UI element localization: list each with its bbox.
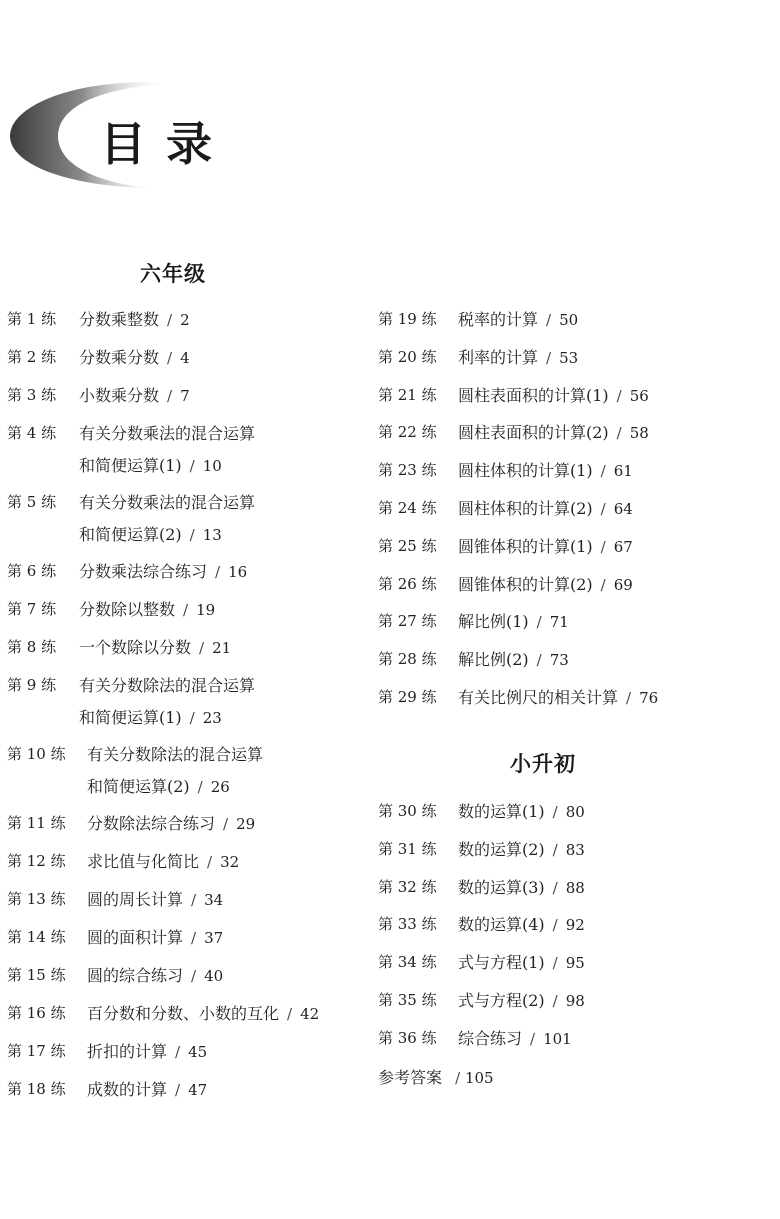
entry-title-continuation — [79, 458, 222, 474]
entry-title-continuation — [79, 527, 222, 543]
entry-page-number: 101 — [543, 1029, 572, 1048]
entry-page-number: 40 — [204, 967, 224, 985]
entry-page-number: 10 — [202, 457, 222, 475]
entry-title-text: 有关分数除法的混合运算 — [79, 676, 256, 695]
entry-page-number: 42 — [300, 1005, 320, 1023]
entry-title-line2: 和简便运算(2) — [87, 777, 190, 796]
entry-title-text: 圆柱体积的计算(1) — [458, 461, 593, 481]
entry-number: 第 28 练 — [378, 650, 437, 669]
page-slash: / — [536, 651, 542, 670]
entry-title-text: 有关比例尺的相关计算 — [458, 688, 619, 707]
entry-title — [458, 690, 658, 706]
entry-title-text: 分数乘整数 — [79, 310, 160, 329]
entry-title — [87, 854, 239, 870]
entry-number: 第 20 练 — [378, 347, 437, 366]
entry-title-text: 分数乘分数 — [79, 348, 160, 367]
page-slash: / — [552, 803, 558, 821]
entry-title — [79, 312, 190, 328]
entry-number: 第 5 练 — [7, 493, 57, 511]
entry-title — [458, 993, 585, 1009]
entry-page-number: 50 — [559, 311, 579, 329]
entry-number: 第 12 练 — [7, 852, 66, 870]
entry-title-text: 圆的周长计算 — [87, 890, 184, 909]
entry-page-number: 58 — [629, 424, 649, 443]
entry-page-number: 69 — [613, 575, 633, 594]
entry-title — [79, 640, 231, 656]
entry-number: 第 23 练 — [378, 461, 437, 480]
page-slash: / — [167, 387, 173, 405]
entry-title — [87, 1044, 207, 1060]
entry-title-text: 一个数除以分数 — [79, 638, 192, 657]
entry-title — [79, 495, 255, 511]
entry-number: 第 19 练 — [378, 310, 437, 328]
page-slash: / — [600, 462, 606, 481]
entry-page-number: 34 — [204, 891, 224, 909]
entry-title-text: 分数除以整数 — [79, 600, 176, 619]
entry-title — [87, 747, 263, 763]
entry-title-text: 数的运算(1) — [458, 802, 545, 821]
entry-title-text: 数的运算(4) — [458, 915, 545, 935]
entry-number: 第 17 练 — [7, 1042, 66, 1060]
page-title: 目录 — [100, 117, 232, 171]
entry-title — [458, 652, 569, 668]
entry-title — [458, 877, 585, 897]
entry-page-number: 29 — [236, 815, 256, 833]
entry-number: 第 21 练 — [378, 385, 437, 404]
page-slash: / — [207, 853, 213, 871]
entry-title — [458, 501, 633, 517]
entry-title-text: 圆的综合练习 — [87, 966, 184, 985]
entry-number: 第 27 练 — [378, 612, 437, 631]
entry-title — [79, 602, 215, 618]
entry-page-number: 56 — [629, 386, 649, 405]
page-slash: / — [183, 601, 189, 619]
entry-number: 第 36 练 — [378, 1028, 437, 1047]
page-slash: / — [530, 1029, 536, 1048]
entry-number: 第 24 练 — [378, 499, 437, 517]
entry-page-number: 16 — [228, 563, 248, 581]
entry-title-text: 圆的面积计算 — [87, 928, 184, 947]
entry-page-number: 47 — [188, 1081, 208, 1099]
page-slash: / — [600, 575, 606, 594]
entry-title — [87, 1006, 319, 1022]
entry-title — [87, 968, 223, 984]
page-slash: / — [189, 457, 195, 475]
entry-title — [79, 678, 255, 694]
entry-title-line2: 和简便运算(1) — [79, 456, 182, 475]
entry-number: 第 3 练 — [7, 386, 57, 404]
entry-title-text: 式与方程(2) — [458, 991, 545, 1010]
entry-title — [458, 804, 585, 820]
entry-title-text: 成数的计算 — [87, 1080, 168, 1099]
page-slash: / — [189, 526, 195, 544]
entry-page-number: 23 — [202, 709, 222, 727]
entry-title — [458, 955, 585, 971]
entry-number: 第 13 练 — [7, 890, 66, 908]
entry-title — [79, 564, 247, 580]
entry-title-text: 解比例(2) — [458, 650, 529, 670]
entry-title — [79, 426, 255, 442]
page-slash: / — [616, 386, 622, 405]
page-slash: / — [546, 348, 552, 367]
entry-number: 第 6 练 — [7, 562, 57, 580]
entry-title-text: 数的运算(3) — [458, 877, 545, 897]
entry-number: 第 22 练 — [378, 423, 437, 442]
entry-title — [87, 892, 223, 908]
entry-title-text: 小数乘分数 — [79, 386, 160, 405]
entry-title-line2: 和简便运算(1) — [79, 708, 182, 727]
entry-page-number: 88 — [565, 878, 585, 897]
entry-number: 第 34 练 — [378, 953, 437, 972]
entry-title-text: 分数除法综合练习 — [87, 814, 216, 833]
entry-page-number: 61 — [613, 462, 633, 481]
entry-title-continuation — [87, 779, 230, 795]
page-slash: / — [455, 1069, 461, 1087]
page-slash: / — [167, 349, 173, 367]
entry-title — [79, 388, 190, 404]
entry-title — [458, 425, 649, 441]
entry-number: 第 32 练 — [378, 877, 437, 896]
page-slash: / — [287, 1005, 293, 1023]
entry-title — [458, 463, 633, 479]
entry-number: 第 31 练 — [378, 839, 437, 858]
entry-number: 第 8 练 — [7, 638, 57, 656]
entry-title-text: 分数乘法综合练习 — [79, 562, 208, 581]
entry-title-text: 折扣的计算 — [87, 1042, 168, 1061]
entry-title — [458, 574, 633, 594]
entry-title-text: 税率的计算 — [458, 310, 539, 329]
page-slash: / — [600, 500, 606, 518]
entry-number: 第 29 练 — [378, 688, 437, 706]
page-slash: / — [191, 967, 197, 985]
entry-title-text: 数的运算(2) — [458, 839, 545, 859]
entry-page-number: 53 — [559, 348, 579, 367]
answers-entry[interactable] — [378, 1070, 494, 1086]
entry-number: 第 7 练 — [7, 600, 57, 618]
entry-page-number: 45 — [188, 1043, 208, 1061]
entry-number: 第 1 练 — [7, 310, 57, 328]
page-slash: / — [197, 778, 203, 796]
entry-page-number: 76 — [639, 689, 659, 707]
entry-number: 第 26 练 — [378, 574, 437, 593]
entry-page-number: 95 — [565, 954, 585, 973]
entry-page-number: 13 — [202, 526, 222, 544]
entry-title — [87, 816, 255, 832]
entry-title-text: 求比值与化简比 — [87, 852, 200, 871]
section-heading-grade6: 六年级 — [140, 261, 206, 286]
entry-page-number: 80 — [565, 803, 585, 821]
entry-page-number: 26 — [210, 778, 230, 796]
page-slash: / — [552, 954, 558, 973]
page-slash: / — [616, 424, 622, 443]
entry-title-line2: 和简便运算(2) — [79, 525, 182, 544]
entry-title-text: 利率的计算 — [458, 347, 539, 367]
page-slash: / — [552, 840, 558, 859]
entry-page-number: 37 — [204, 929, 224, 947]
entry-title — [458, 917, 585, 933]
page-slash: / — [223, 815, 229, 833]
entry-title — [458, 536, 633, 556]
page-slash: / — [167, 311, 173, 329]
page-slash: / — [215, 563, 221, 581]
page-slash: / — [191, 929, 197, 947]
entry-page-number: 71 — [549, 613, 569, 632]
page-slash: / — [552, 878, 558, 897]
entry-title — [87, 930, 223, 946]
page-slash: / — [536, 613, 542, 632]
entry-number: 第 2 练 — [7, 348, 57, 366]
answers-label: 参考答案 — [378, 1068, 443, 1087]
entry-number: 第 15 练 — [7, 966, 66, 984]
answers-page-number: 105 — [464, 1069, 494, 1087]
entry-page-number: 73 — [549, 651, 569, 670]
entry-title-text: 综合练习 — [458, 1028, 523, 1048]
entry-title-text: 解比例(1) — [458, 612, 529, 632]
entry-title-text: 有关分数乘法的混合运算 — [79, 493, 256, 512]
entry-title — [458, 312, 578, 328]
page-slash: / — [546, 311, 552, 329]
entry-title-text: 圆柱体积的计算(2) — [458, 499, 593, 518]
entry-number: 第 25 练 — [378, 536, 437, 555]
entry-page-number: 21 — [212, 639, 232, 657]
entry-title-text: 百分数和分数、小数的互化 — [87, 1004, 280, 1023]
entry-number: 第 11 练 — [7, 814, 66, 832]
entry-number: 第 35 练 — [378, 991, 437, 1009]
entry-number: 第 30 练 — [378, 802, 437, 820]
entry-page-number: 2 — [180, 311, 190, 329]
section-heading-xiaoshengchu: 小升初 — [510, 751, 576, 776]
entry-page-number: 32 — [220, 853, 240, 871]
entry-page-number: 19 — [196, 601, 216, 619]
page-slash: / — [191, 891, 197, 909]
page-slash: / — [175, 1081, 181, 1099]
entry-page-number: 98 — [565, 992, 585, 1010]
entry-title — [458, 347, 579, 367]
page-slash: / — [600, 537, 606, 556]
page-slash: / — [626, 689, 632, 707]
entry-number: 第 18 练 — [7, 1080, 66, 1098]
entry-number: 第 14 练 — [7, 928, 66, 946]
entry-title-text: 圆锥体积的计算(2) — [458, 574, 593, 594]
page-slash: / — [199, 639, 205, 657]
page-slash: / — [189, 709, 195, 727]
entry-title-continuation — [79, 710, 222, 726]
entry-title — [87, 1082, 207, 1098]
entry-title-text: 有关分数乘法的混合运算 — [79, 424, 256, 443]
entry-title — [458, 385, 649, 405]
entry-page-number: 92 — [565, 916, 585, 935]
entry-number: 第 4 练 — [7, 424, 57, 442]
entry-title-text: 圆锥体积的计算(1) — [458, 536, 593, 556]
entry-page-number: 7 — [180, 387, 190, 405]
entry-title-text: 圆柱表面积的计算(2) — [458, 423, 609, 443]
entry-number: 第 16 练 — [7, 1004, 66, 1022]
page-slash: / — [552, 992, 558, 1010]
entry-number: 第 33 练 — [378, 915, 437, 934]
entry-title-text: 式与方程(1) — [458, 953, 545, 973]
entry-title-text: 圆柱表面积的计算(1) — [458, 385, 609, 405]
entry-number: 第 10 练 — [7, 745, 66, 763]
entry-title — [458, 614, 569, 630]
entry-title-text: 有关分数除法的混合运算 — [87, 745, 264, 764]
entry-title — [458, 839, 585, 859]
entry-page-number: 67 — [613, 537, 633, 556]
entry-page-number: 4 — [180, 349, 190, 367]
page-slash: / — [552, 916, 558, 935]
entry-number: 第 9 练 — [7, 676, 57, 694]
entry-title — [458, 1028, 572, 1048]
entry-page-number: 83 — [565, 840, 585, 859]
page-slash: / — [175, 1043, 181, 1061]
entry-title — [79, 350, 190, 366]
entry-page-number: 64 — [613, 500, 633, 518]
